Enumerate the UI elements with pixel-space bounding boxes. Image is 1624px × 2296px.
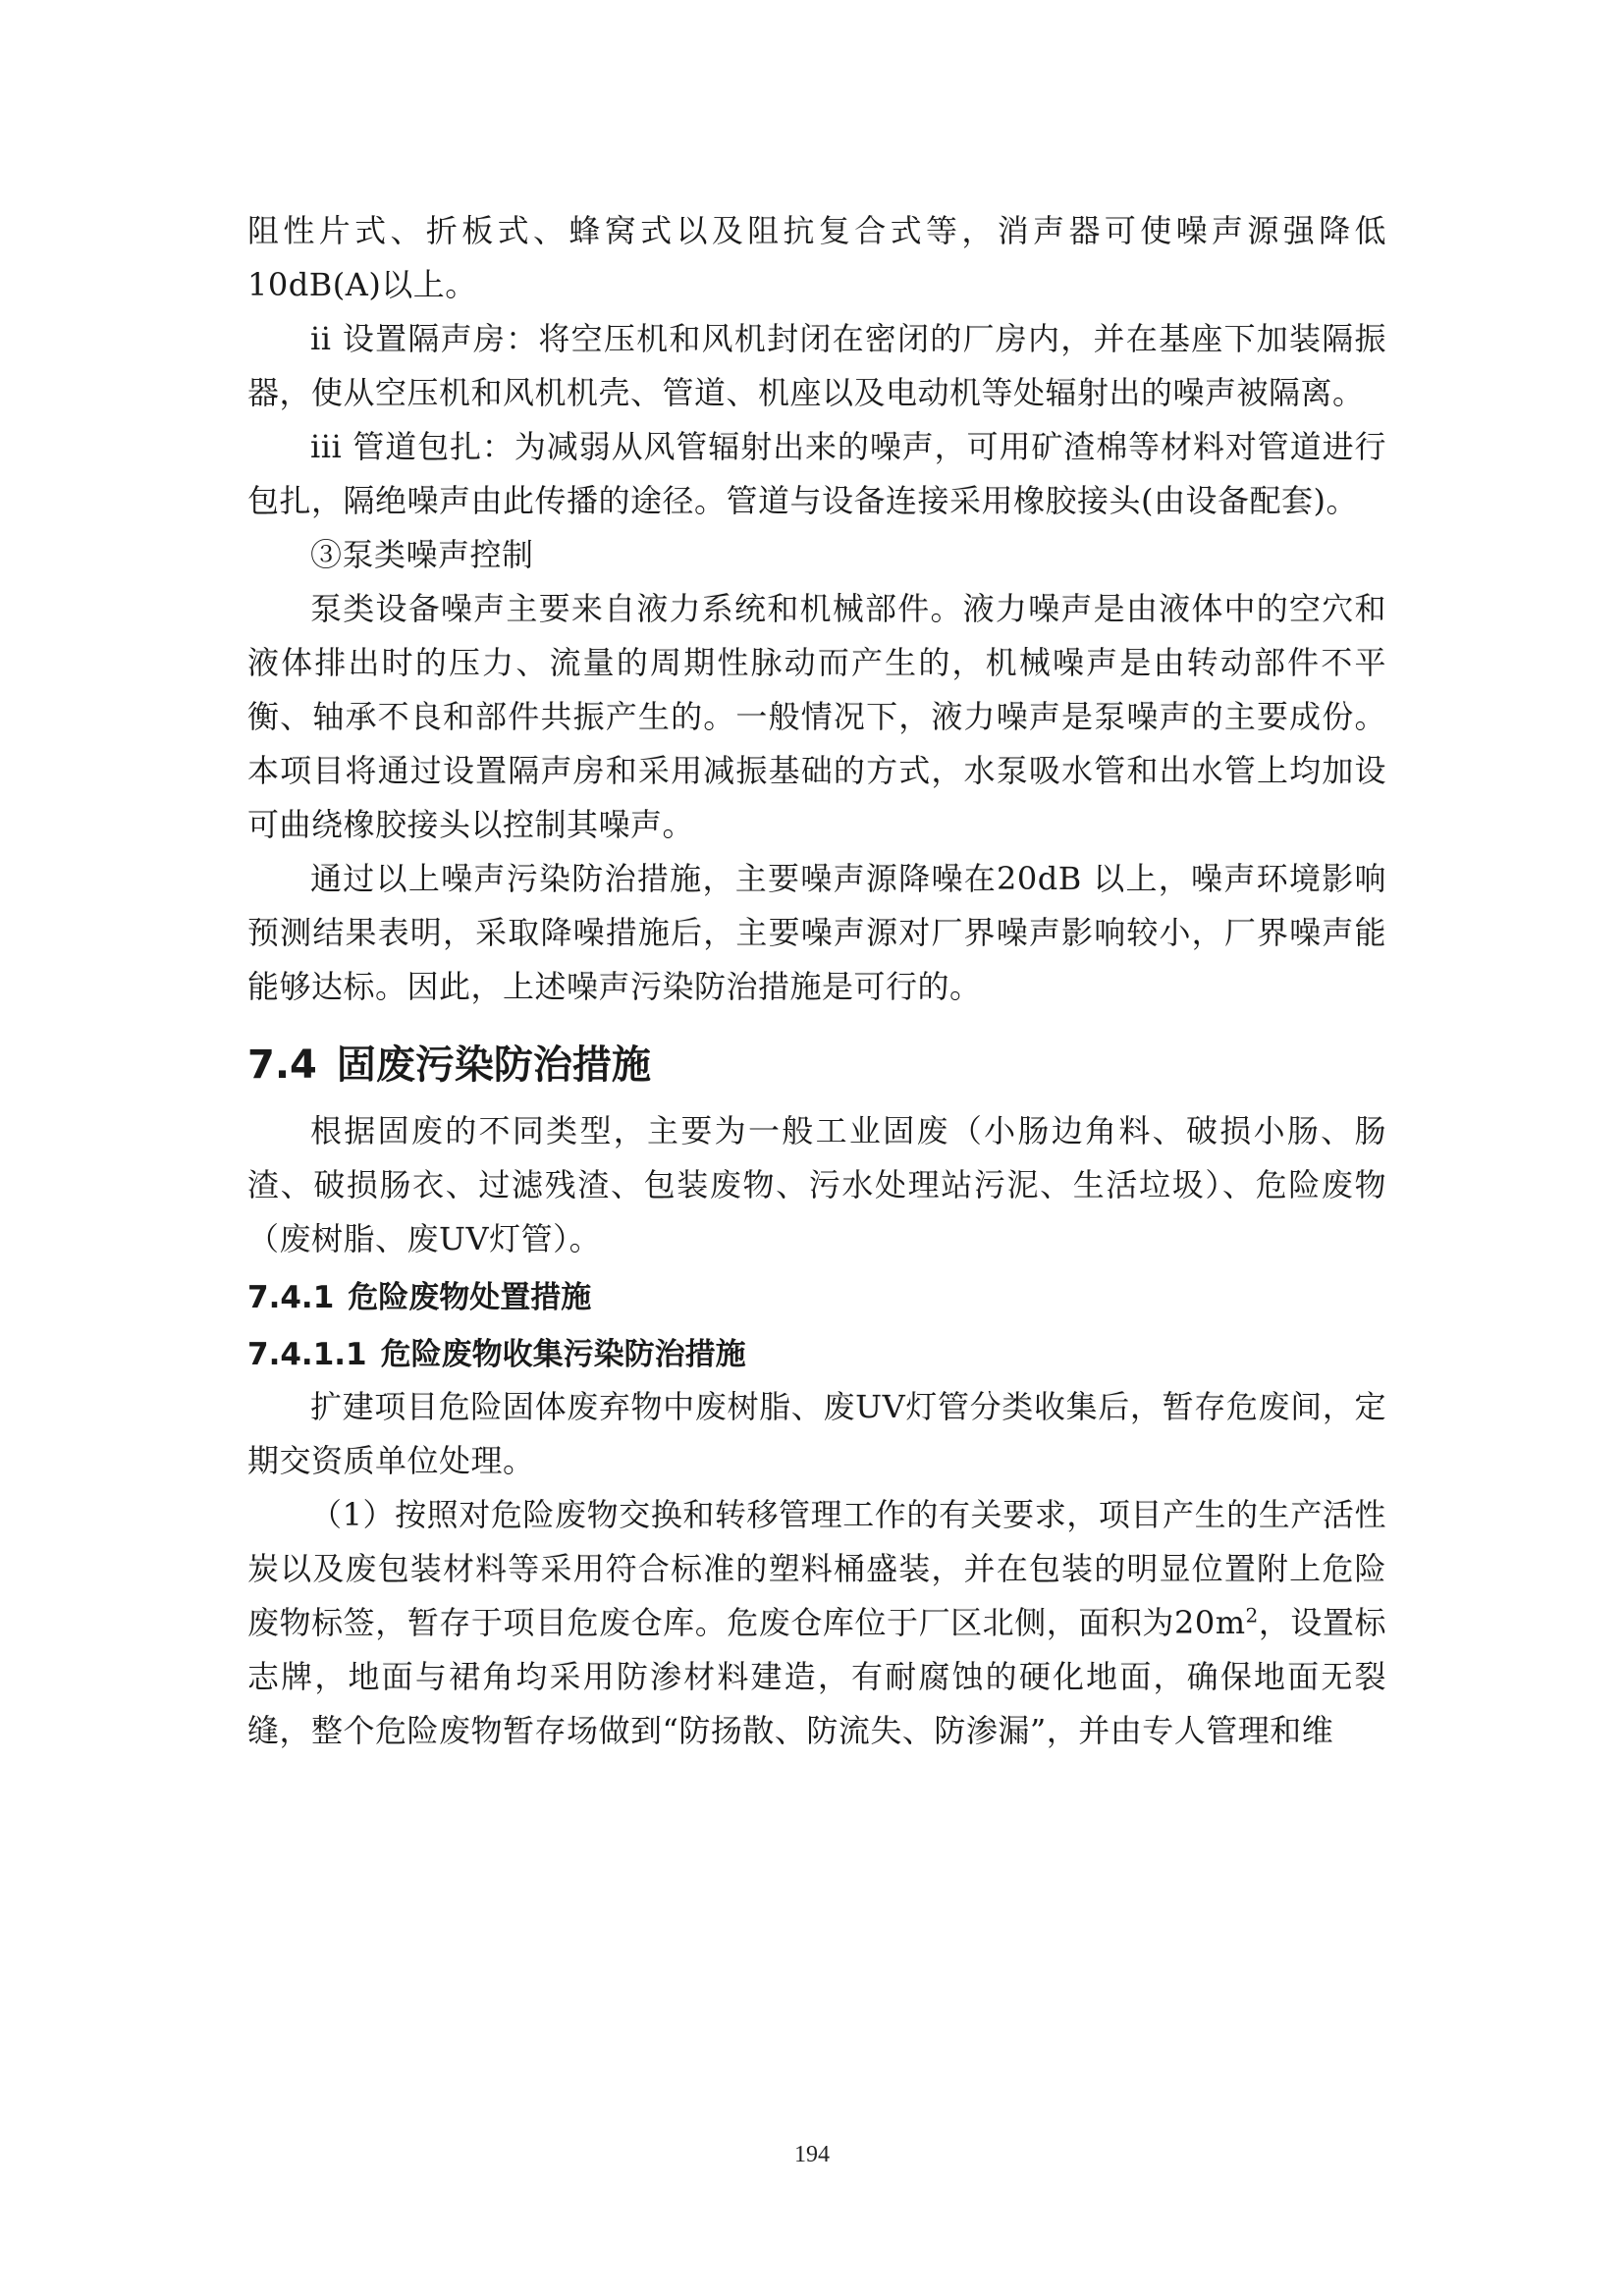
section-title: 危险废物处置措施 (348, 1280, 592, 1315)
paragraph-sound-insulation-room: ii 设置隔声房：将空压机和风机封闭在密闭的厂房内，并在基座下加装隔振器，使从空压机和风机机壳、管道、机座以及电动机等处辐射出的噪声被隔离。 (247, 320, 1386, 411)
section-heading-7-4-1-1 (247, 1329, 1386, 1380)
paragraph-pipe-wrapping: iii 管道包扎：为减弱从风管辐射出来的噪声，可用矿渣棉等材料对管道进行包扎，隔绝噪声由此传播的途径。管道与设备连接采用橡胶接头(由设备配套)。 (247, 428, 1386, 519)
section-heading-7-4 (247, 1036, 1386, 1095)
section-title: 危险废物收集污染防治措施 (380, 1337, 746, 1372)
text-run: （1）按照对危险废物交换和转移管理工作的有关要求，项目产生的生产活性炭以及废包装材料等采用符合标准的塑料桶盛装，并在包装的明显位置附上危险废物标签，暂存于项目危废仓库。危废仓库位于厂区北侧，面积为20m (247, 1496, 1386, 1641)
page-content (247, 204, 1386, 1758)
paragraph-pump-noise: 泵类设备噪声主要来自液力系统和机械部件。液力噪声是由液体中的空穴和液体排出时的压力、流量的周期性脉动而产生的，机械噪声是由转动部件不平衡、轴承不良和部件共振产生的。一般情况下，液力噪声是泵噪声的主要成份。本项目将通过设置隔声房和采用减振基础的方式，水泵吸水管和出水管上均加设可曲绕橡胶接头以控制其噪声。 (247, 590, 1386, 843)
section-heading-7-4-1 (247, 1272, 1386, 1323)
paragraph-hazardous-collection: 扩建项目危险固体废弃物中废树脂、废UV灯管分类收集后，暂存危废间，定期交资质单位处理。 (247, 1388, 1386, 1479)
section-number: 7.4.1 (247, 1280, 335, 1315)
paragraph-silencer-types: 阻性片式、折板式、蜂窝式以及阻抗复合式等，消声器可使噪声源强降低 10dB(A)以上。 (247, 212, 1386, 303)
paragraph-solid-waste-types: 根据固废的不同类型，主要为一般工业固废（小肠边角料、破损小肠、肠渣、破损肠衣、过滤残渣、包装废物、污水处理站污泥、生活垃圾）、危险废物（废树脂、废UV灯管）。 (247, 1112, 1386, 1257)
page-number: 194 (794, 2142, 830, 2167)
text-run: ，设置标志牌，地面与裙角均采用防渗材料建造，有耐腐蚀的硬化地面，确保地面无裂缝，整个危险废物暂存场做到“防扬散、防流失、防渗漏”，并由专人管理和维 (247, 1604, 1386, 1749)
section-number: 7.4.1.1 (247, 1337, 367, 1372)
paragraph-noise-conclusion: 通过以上噪声污染防治措施，主要噪声源降噪在20dB 以上，噪声环境影响预测结果表明，采取降噪措施后，主要噪声源对厂界噪声影响较小，厂界噪声能能够达标。因此，上述噪声污染防治措施是可行的。 (247, 860, 1386, 1005)
paragraph-pump-noise-heading: ③泵类噪声控制 (310, 536, 534, 573)
section-number: 7.4 (247, 1042, 317, 1088)
section-title: 固废污染防治措施 (336, 1042, 651, 1088)
paragraph-hazardous-storage (247, 1488, 1386, 1758)
superscript: 2 (1245, 1603, 1259, 1628)
